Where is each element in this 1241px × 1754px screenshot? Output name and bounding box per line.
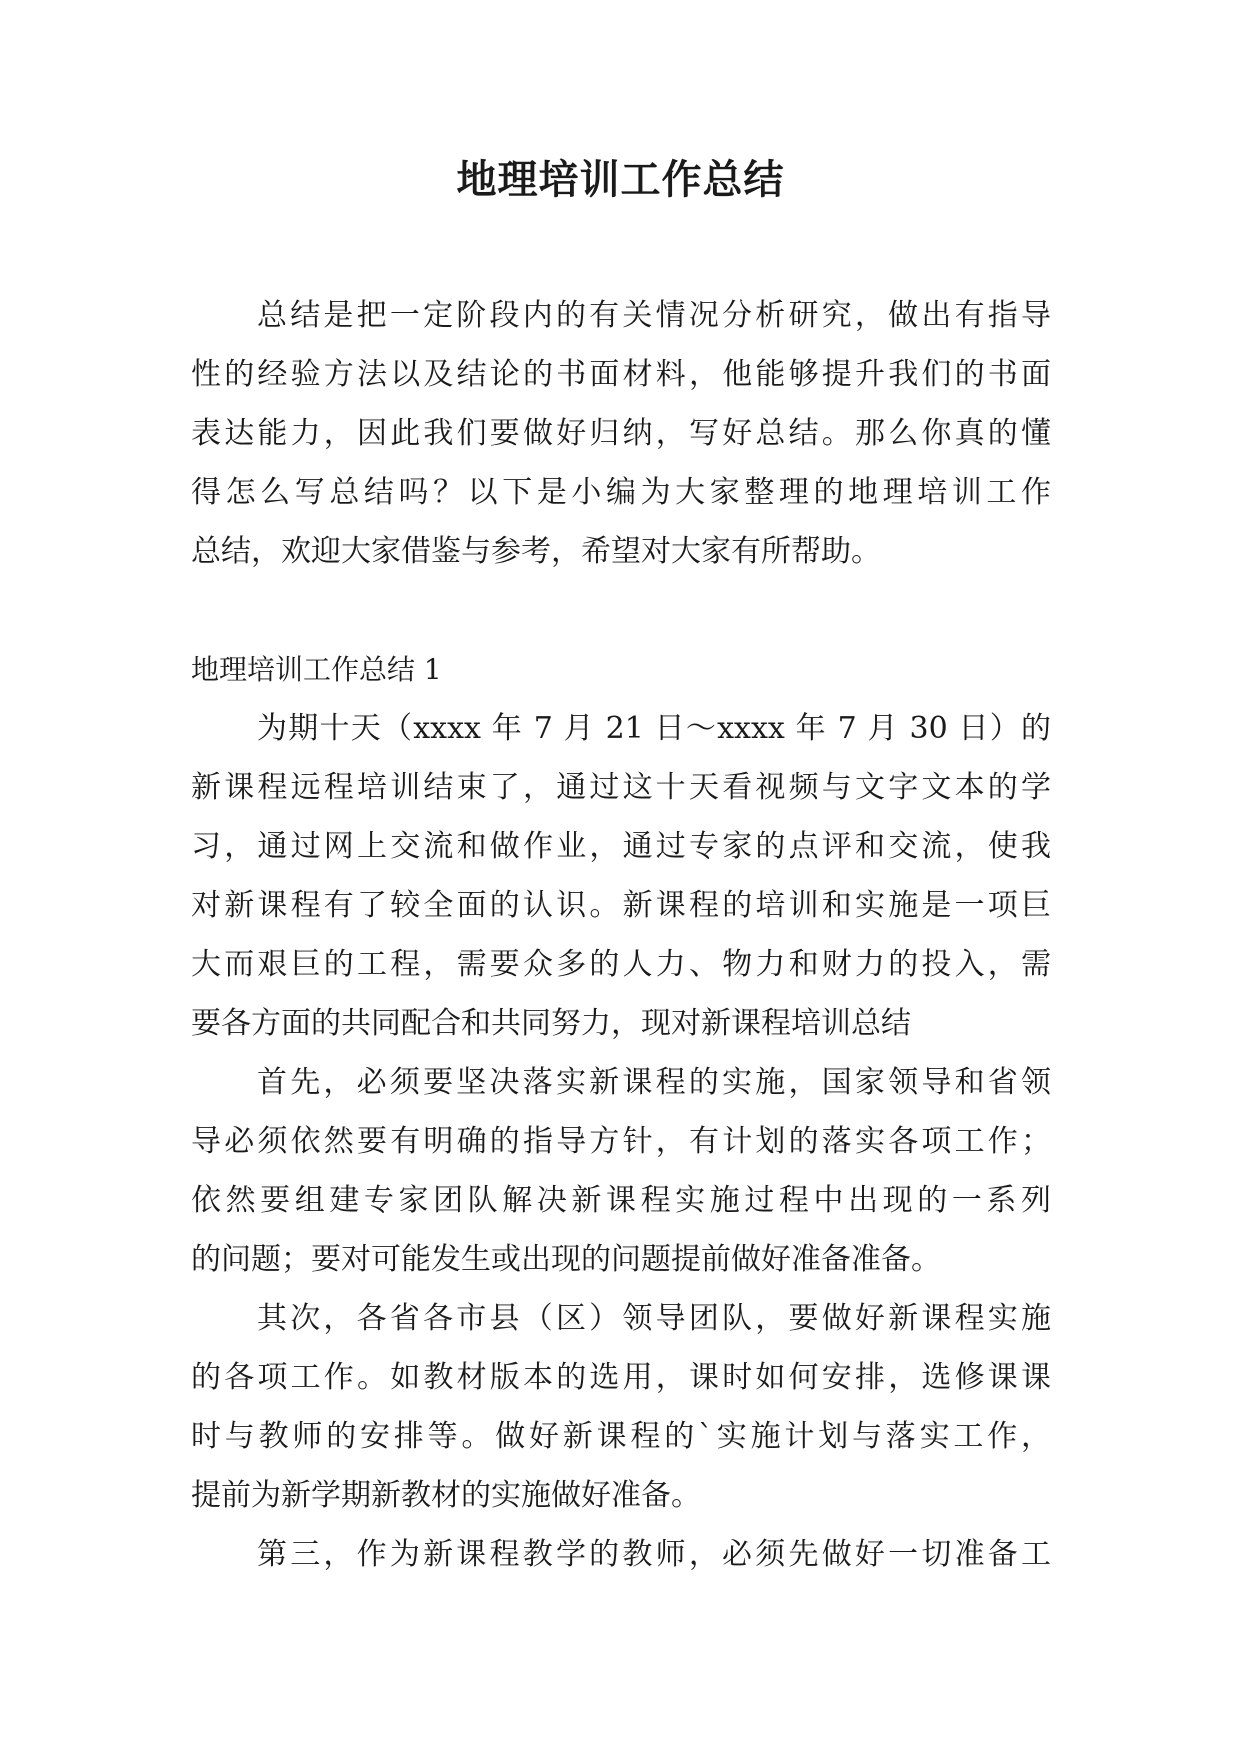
text-line: 的各项工作。如教材版本的选用，课时如何安排，选修课课 [191, 1360, 1051, 1395]
document-body [191, 286, 1051, 1584]
paragraph-3 [191, 1289, 1051, 1525]
text-line: 总结，欢迎大家借鉴与参考，希望对大家有所帮助。 [191, 534, 881, 569]
text-line: 新课程远程培训结束了，通过这十天看视频与文字文本的学 [191, 770, 1051, 805]
section-heading: 地理培训工作总结 1 [191, 653, 442, 686]
text-line: 表达能力，因此我们要做好归纳，写好总结。那么你真的懂 [191, 416, 1051, 451]
text-line: 的问题；要对可能发生或出现的问题提前做好准备准备。 [191, 1242, 941, 1277]
text-line: 性的经验方法以及结论的书面材料，他能够提升我们的书面 [191, 357, 1051, 392]
text-line: 为期十天（xxxx 年 7 月 21 日～xxxx 年 7 月 30 日）的 [257, 711, 1051, 746]
text-line: 提前为新学期新教材的实施做好准备。 [191, 1478, 701, 1513]
paragraph-2 [191, 1053, 1051, 1289]
paragraph-1 [191, 699, 1051, 1053]
text-line: 首先，必须要坚决落实新课程的实施，国家领导和省领 [257, 1065, 1051, 1100]
text-line: 要各方面的共同配合和共同努力，现对新课程培训总结 [191, 1006, 911, 1041]
intro-paragraph [191, 286, 1051, 581]
document-title: 地理培训工作总结 [456, 156, 785, 203]
text-line: 依然要组建专家团队解决新课程实施过程中出现的一系列 [191, 1183, 1051, 1218]
text-line: 得怎么写总结吗？以下是小编为大家整理的地理培训工作 [191, 475, 1051, 510]
text-line: 总结是把一定阶段内的有关情况分析研究，做出有指导 [257, 298, 1051, 333]
text-line: 其次，各省各市县（区）领导团队，要做好新课程实施 [257, 1301, 1051, 1336]
text-line: 第三，作为新课程教学的教师，必须先做好一切准备工 [257, 1537, 1051, 1572]
text-line: 时与教师的安排等。做好新课程的`实施计划与落实工作， [191, 1419, 1051, 1454]
paragraph-spacer [191, 581, 1051, 640]
text-line: 大而艰巨的工程，需要众多的人力、物力和财力的投入，需 [191, 947, 1051, 982]
text-line: 习，通过网上交流和做作业，通过专家的点评和交流，使我 [191, 829, 1051, 864]
text-line: 导必须依然要有明确的指导方针，有计划的落实各项工作； [191, 1124, 1051, 1159]
paragraph-4 [191, 1525, 1051, 1584]
text-line: 对新课程有了较全面的认识。新课程的培训和实施是一项巨 [191, 888, 1051, 923]
